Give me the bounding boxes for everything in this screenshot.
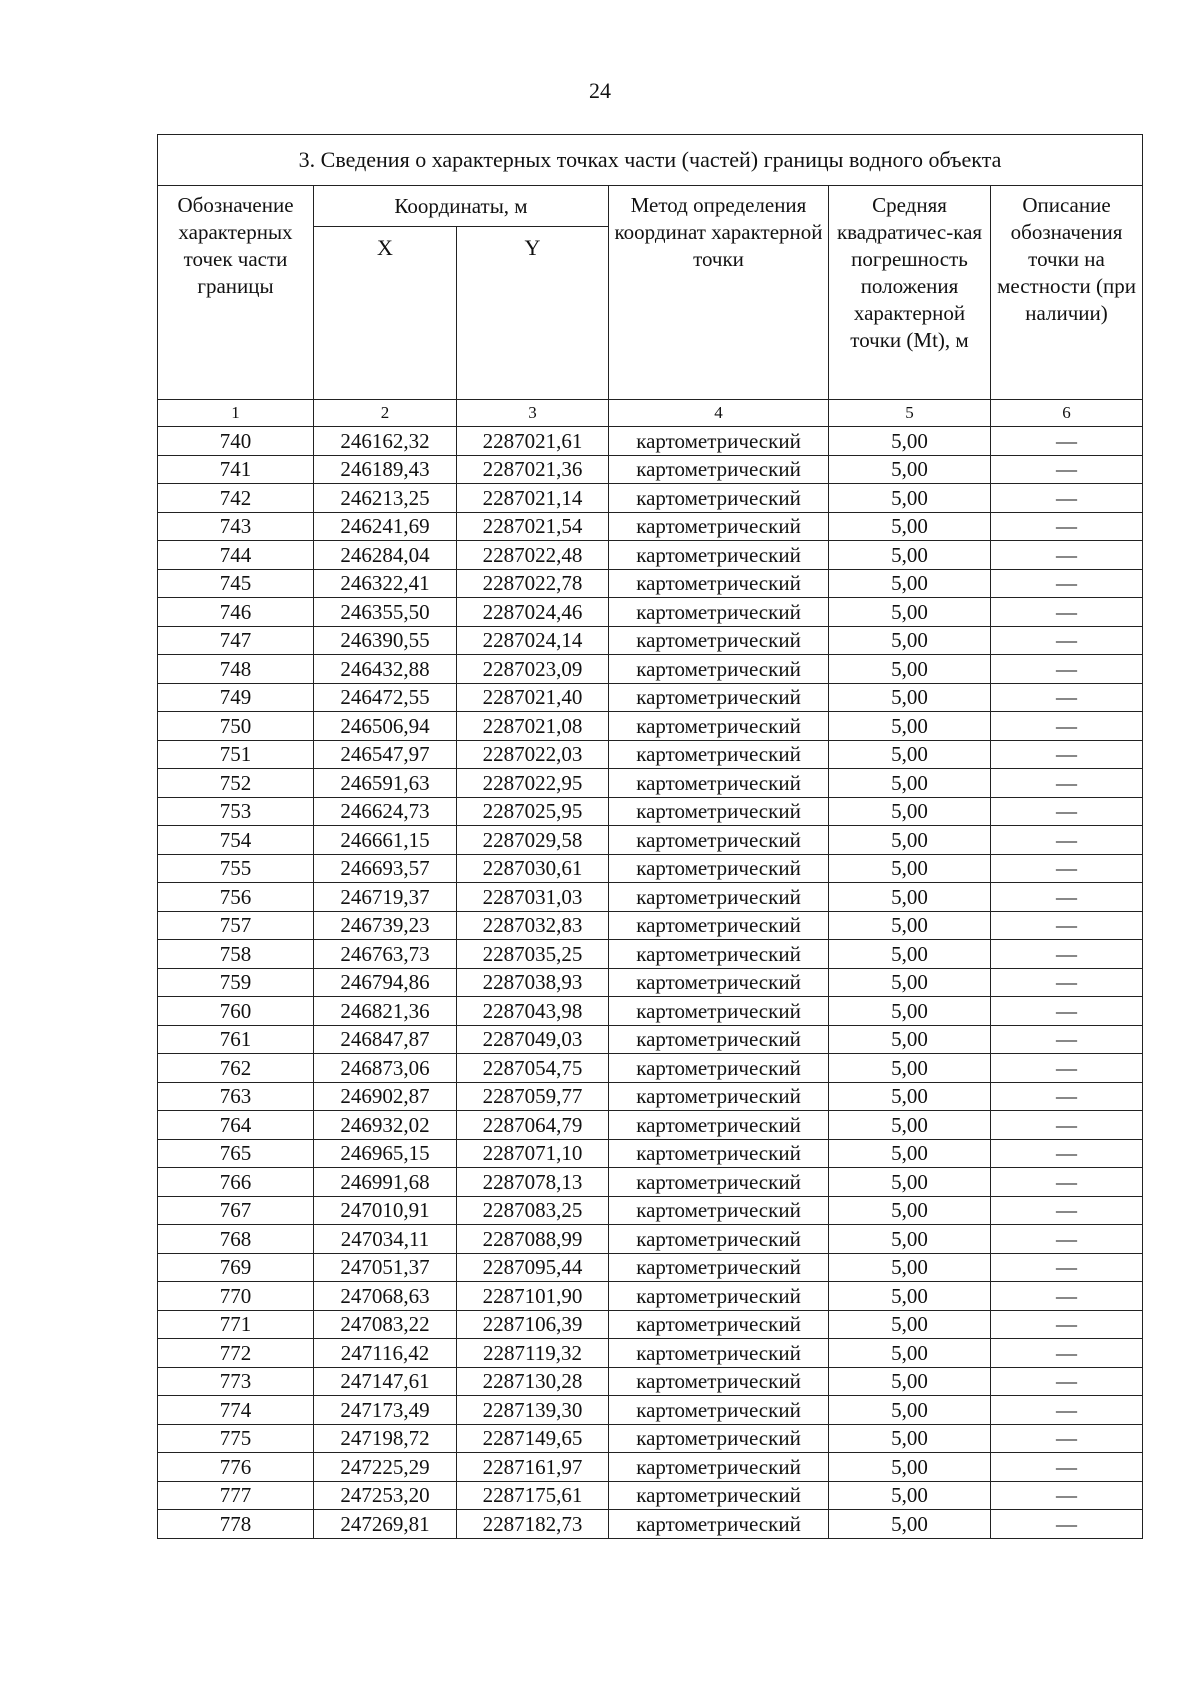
y-coordinate-cell: 2287088,99 (457, 1225, 609, 1254)
description-cell: — (991, 1339, 1143, 1368)
x-coordinate-cell: 247225,29 (314, 1453, 457, 1482)
x-coordinate-cell: 246213,25 (314, 484, 457, 513)
x-coordinate-cell: 247198,72 (314, 1424, 457, 1453)
column-number: 3 (457, 400, 609, 427)
x-coordinate-cell: 247068,63 (314, 1282, 457, 1311)
header-description: Описание обозначения точки на местности (при наличии) (991, 186, 1143, 400)
error-cell: 5,00 (829, 1282, 991, 1311)
point-id-cell: 745 (158, 569, 314, 598)
x-coordinate-cell: 246794,86 (314, 968, 457, 997)
y-coordinate-cell: 2287021,14 (457, 484, 609, 513)
x-coordinate-cell: 247051,37 (314, 1253, 457, 1282)
header-method: Метод определения координат характерной точки (609, 186, 829, 400)
method-cell: картометрический (609, 1082, 829, 1111)
table-row (158, 1025, 1143, 1054)
description-cell: — (991, 883, 1143, 912)
table-row (158, 1396, 1143, 1425)
point-id-cell: 756 (158, 883, 314, 912)
method-cell: картометрический (609, 512, 829, 541)
x-coordinate-cell: 246624,73 (314, 797, 457, 826)
description-cell: — (991, 940, 1143, 969)
method-cell: картометрический (609, 968, 829, 997)
point-id-cell: 776 (158, 1453, 314, 1482)
error-cell: 5,00 (829, 1168, 991, 1197)
x-coordinate-cell: 246873,06 (314, 1054, 457, 1083)
point-id-cell: 778 (158, 1510, 314, 1539)
error-cell: 5,00 (829, 854, 991, 883)
y-coordinate-cell: 2287054,75 (457, 1054, 609, 1083)
error-cell: 5,00 (829, 541, 991, 570)
table-row (158, 655, 1143, 684)
point-id-cell: 766 (158, 1168, 314, 1197)
table-body (158, 427, 1143, 1539)
description-cell: — (991, 1168, 1143, 1197)
y-coordinate-cell: 2287024,14 (457, 626, 609, 655)
table-row (158, 854, 1143, 883)
error-cell: 5,00 (829, 826, 991, 855)
x-coordinate-cell: 247116,42 (314, 1339, 457, 1368)
table-row (158, 826, 1143, 855)
table-row (158, 883, 1143, 912)
point-id-cell: 774 (158, 1396, 314, 1425)
x-coordinate-cell: 246847,87 (314, 1025, 457, 1054)
error-cell: 5,00 (829, 455, 991, 484)
y-coordinate-cell: 2287022,48 (457, 541, 609, 570)
method-cell: картометрический (609, 1253, 829, 1282)
x-coordinate-cell: 246902,87 (314, 1082, 457, 1111)
header-point-label: Обозначение характерных точек части границы (158, 186, 314, 400)
method-cell: картометрический (609, 569, 829, 598)
column-number: 1 (158, 400, 314, 427)
x-coordinate-cell: 246390,55 (314, 626, 457, 655)
description-cell: — (991, 626, 1143, 655)
x-coordinate-cell: 246719,37 (314, 883, 457, 912)
x-coordinate-cell: 247034,11 (314, 1225, 457, 1254)
method-cell: картометрический (609, 484, 829, 513)
table-row (158, 1424, 1143, 1453)
table-row (158, 769, 1143, 798)
description-cell: — (991, 1196, 1143, 1225)
y-coordinate-cell: 2287035,25 (457, 940, 609, 969)
description-cell: — (991, 968, 1143, 997)
x-coordinate-cell: 246189,43 (314, 455, 457, 484)
y-coordinate-cell: 2287161,97 (457, 1453, 609, 1482)
x-coordinate-cell: 246355,50 (314, 598, 457, 627)
table-row (158, 484, 1143, 513)
x-coordinate-cell: 246739,23 (314, 911, 457, 940)
x-coordinate-cell: 246547,97 (314, 740, 457, 769)
point-id-cell: 750 (158, 712, 314, 741)
method-cell: картометрический (609, 1025, 829, 1054)
description-cell: — (991, 854, 1143, 883)
description-cell: — (991, 1310, 1143, 1339)
header-coordinates: Координаты, м (314, 186, 609, 227)
method-cell: картометрический (609, 769, 829, 798)
table-title: 3. Сведения о характерных точках части (частей) границы водного объекта (158, 135, 1143, 186)
y-coordinate-cell: 2287022,78 (457, 569, 609, 598)
x-coordinate-cell: 247173,49 (314, 1396, 457, 1425)
table-row (158, 1225, 1143, 1254)
error-cell: 5,00 (829, 1196, 991, 1225)
table-row (158, 1453, 1143, 1482)
description-cell: — (991, 541, 1143, 570)
description-cell: — (991, 598, 1143, 627)
point-id-cell: 764 (158, 1111, 314, 1140)
error-cell: 5,00 (829, 1396, 991, 1425)
description-cell: — (991, 1225, 1143, 1254)
method-cell: картометрический (609, 1339, 829, 1368)
error-cell: 5,00 (829, 1510, 991, 1539)
y-coordinate-cell: 2287049,03 (457, 1025, 609, 1054)
description-cell: — (991, 484, 1143, 513)
point-id-cell: 770 (158, 1282, 314, 1311)
method-cell: картометрический (609, 740, 829, 769)
method-cell: картометрический (609, 455, 829, 484)
point-id-cell: 761 (158, 1025, 314, 1054)
error-cell: 5,00 (829, 797, 991, 826)
description-cell: — (991, 1481, 1143, 1510)
table-row (158, 712, 1143, 741)
y-coordinate-cell: 2287095,44 (457, 1253, 609, 1282)
method-cell: картометрический (609, 1111, 829, 1140)
table-row (158, 1253, 1143, 1282)
description-cell: — (991, 1367, 1143, 1396)
error-cell: 5,00 (829, 1225, 991, 1254)
description-cell: — (991, 1054, 1143, 1083)
table-row (158, 1339, 1143, 1368)
x-coordinate-cell: 246932,02 (314, 1111, 457, 1140)
error-cell: 5,00 (829, 1481, 991, 1510)
x-coordinate-cell: 246506,94 (314, 712, 457, 741)
y-coordinate-cell: 2287139,30 (457, 1396, 609, 1425)
method-cell: картометрический (609, 626, 829, 655)
point-id-cell: 749 (158, 683, 314, 712)
error-cell: 5,00 (829, 740, 991, 769)
method-cell: картометрический (609, 683, 829, 712)
description-cell: — (991, 826, 1143, 855)
point-id-cell: 758 (158, 940, 314, 969)
x-coordinate-cell: 246241,69 (314, 512, 457, 541)
point-id-cell: 768 (158, 1225, 314, 1254)
point-id-cell: 755 (158, 854, 314, 883)
error-cell: 5,00 (829, 997, 991, 1026)
y-coordinate-cell: 2287021,54 (457, 512, 609, 541)
table-row (158, 1054, 1143, 1083)
boundary-points-table (157, 134, 1143, 1539)
error-cell: 5,00 (829, 1310, 991, 1339)
y-coordinate-cell: 2287078,13 (457, 1168, 609, 1197)
header-y: Y (457, 227, 609, 400)
y-coordinate-cell: 2287023,09 (457, 655, 609, 684)
method-cell: картометрический (609, 797, 829, 826)
method-cell: картометрический (609, 655, 829, 684)
table-row (158, 1196, 1143, 1225)
column-number: 4 (609, 400, 829, 427)
error-cell: 5,00 (829, 1253, 991, 1282)
description-cell: — (991, 911, 1143, 940)
column-number: 5 (829, 400, 991, 427)
point-id-cell: 773 (158, 1367, 314, 1396)
point-id-cell: 751 (158, 740, 314, 769)
method-cell: картометрический (609, 883, 829, 912)
table-row (158, 626, 1143, 655)
y-coordinate-cell: 2287130,28 (457, 1367, 609, 1396)
table-row (158, 1481, 1143, 1510)
description-cell: — (991, 1510, 1143, 1539)
description-cell: — (991, 427, 1143, 456)
x-coordinate-cell: 247083,22 (314, 1310, 457, 1339)
table-row (158, 997, 1143, 1026)
column-number: 6 (991, 400, 1143, 427)
table-row (158, 1367, 1143, 1396)
y-coordinate-cell: 2287030,61 (457, 854, 609, 883)
point-id-cell: 759 (158, 968, 314, 997)
table-row (158, 427, 1143, 456)
point-id-cell: 763 (158, 1082, 314, 1111)
error-cell: 5,00 (829, 1082, 991, 1111)
method-cell: картометрический (609, 1196, 829, 1225)
error-cell: 5,00 (829, 683, 991, 712)
error-cell: 5,00 (829, 883, 991, 912)
description-cell: — (991, 1453, 1143, 1482)
method-cell: картометрический (609, 1481, 829, 1510)
point-id-cell: 742 (158, 484, 314, 513)
x-coordinate-cell: 246661,15 (314, 826, 457, 855)
x-coordinate-cell: 246472,55 (314, 683, 457, 712)
method-cell: картометрический (609, 1396, 829, 1425)
description-cell: — (991, 997, 1143, 1026)
point-id-cell: 741 (158, 455, 314, 484)
y-coordinate-cell: 2287059,77 (457, 1082, 609, 1111)
error-cell: 5,00 (829, 769, 991, 798)
error-cell: 5,00 (829, 968, 991, 997)
table-row (158, 797, 1143, 826)
table-row (158, 1282, 1143, 1311)
table-row (158, 541, 1143, 570)
point-id-cell: 772 (158, 1339, 314, 1368)
table-row (158, 455, 1143, 484)
error-cell: 5,00 (829, 1453, 991, 1482)
y-coordinate-cell: 2287032,83 (457, 911, 609, 940)
description-cell: — (991, 455, 1143, 484)
y-coordinate-cell: 2287022,03 (457, 740, 609, 769)
error-cell: 5,00 (829, 911, 991, 940)
error-cell: 5,00 (829, 712, 991, 741)
table-row (158, 1310, 1143, 1339)
description-cell: — (991, 1025, 1143, 1054)
table-row (158, 683, 1143, 712)
point-id-cell: 746 (158, 598, 314, 627)
description-cell: — (991, 1111, 1143, 1140)
y-coordinate-cell: 2287106,39 (457, 1310, 609, 1339)
description-cell: — (991, 1282, 1143, 1311)
y-coordinate-cell: 2287031,03 (457, 883, 609, 912)
y-coordinate-cell: 2287182,73 (457, 1510, 609, 1539)
method-cell: картометрический (609, 940, 829, 969)
x-coordinate-cell: 247269,81 (314, 1510, 457, 1539)
y-coordinate-cell: 2287119,32 (457, 1339, 609, 1368)
method-cell: картометрический (609, 427, 829, 456)
description-cell: — (991, 1139, 1143, 1168)
y-coordinate-cell: 2287025,95 (457, 797, 609, 826)
x-coordinate-cell: 247010,91 (314, 1196, 457, 1225)
x-coordinate-cell: 246162,32 (314, 427, 457, 456)
table-row (158, 1168, 1143, 1197)
x-coordinate-cell: 246322,41 (314, 569, 457, 598)
description-cell: — (991, 1396, 1143, 1425)
point-id-cell: 757 (158, 911, 314, 940)
method-cell: картометрический (609, 1168, 829, 1197)
error-cell: 5,00 (829, 427, 991, 456)
description-cell: — (991, 512, 1143, 541)
error-cell: 5,00 (829, 1025, 991, 1054)
description-cell: — (991, 740, 1143, 769)
point-id-cell: 769 (158, 1253, 314, 1282)
description-cell: — (991, 712, 1143, 741)
method-cell: картометрический (609, 911, 829, 940)
error-cell: 5,00 (829, 598, 991, 627)
method-cell: картометрический (609, 1310, 829, 1339)
method-cell: картометрический (609, 598, 829, 627)
point-id-cell: 777 (158, 1481, 314, 1510)
point-id-cell: 767 (158, 1196, 314, 1225)
x-coordinate-cell: 246591,63 (314, 769, 457, 798)
y-coordinate-cell: 2287043,98 (457, 997, 609, 1026)
description-cell: — (991, 1424, 1143, 1453)
table-row (158, 940, 1143, 969)
method-cell: картометрический (609, 541, 829, 570)
header-x: X (314, 227, 457, 400)
description-cell: — (991, 1253, 1143, 1282)
error-cell: 5,00 (829, 1339, 991, 1368)
table-row (158, 569, 1143, 598)
x-coordinate-cell: 246693,57 (314, 854, 457, 883)
point-id-cell: 765 (158, 1139, 314, 1168)
point-id-cell: 740 (158, 427, 314, 456)
method-cell: картометрический (609, 1054, 829, 1083)
y-coordinate-cell: 2287021,36 (457, 455, 609, 484)
y-coordinate-cell: 2287024,46 (457, 598, 609, 627)
x-coordinate-cell: 247253,20 (314, 1481, 457, 1510)
y-coordinate-cell: 2287071,10 (457, 1139, 609, 1168)
method-cell: картометрический (609, 997, 829, 1026)
method-cell: картометрический (609, 1225, 829, 1254)
error-cell: 5,00 (829, 1139, 991, 1168)
table-row (158, 1510, 1143, 1539)
table-row (158, 1111, 1143, 1140)
table-row (158, 740, 1143, 769)
error-cell: 5,00 (829, 1111, 991, 1140)
error-cell: 5,00 (829, 569, 991, 598)
y-coordinate-cell: 2287101,90 (457, 1282, 609, 1311)
y-coordinate-cell: 2287021,40 (457, 683, 609, 712)
y-coordinate-cell: 2287149,65 (457, 1424, 609, 1453)
method-cell: картометрический (609, 826, 829, 855)
point-id-cell: 748 (158, 655, 314, 684)
table-row (158, 1139, 1143, 1168)
error-cell: 5,00 (829, 484, 991, 513)
method-cell: картометрический (609, 854, 829, 883)
point-id-cell: 775 (158, 1424, 314, 1453)
error-cell: 5,00 (829, 940, 991, 969)
error-cell: 5,00 (829, 626, 991, 655)
y-coordinate-cell: 2287038,93 (457, 968, 609, 997)
y-coordinate-cell: 2287029,58 (457, 826, 609, 855)
y-coordinate-cell: 2287064,79 (457, 1111, 609, 1140)
error-cell: 5,00 (829, 655, 991, 684)
header-error: Средняя квадратичес-кая погрешность положения характерной точки (Mt), м (829, 186, 991, 400)
table-row (158, 1082, 1143, 1111)
error-cell: 5,00 (829, 1424, 991, 1453)
x-coordinate-cell: 246763,73 (314, 940, 457, 969)
description-cell: — (991, 797, 1143, 826)
method-cell: картометрический (609, 1139, 829, 1168)
point-id-cell: 762 (158, 1054, 314, 1083)
y-coordinate-cell: 2287022,95 (457, 769, 609, 798)
column-number: 2 (314, 400, 457, 427)
error-cell: 5,00 (829, 512, 991, 541)
method-cell: картометрический (609, 1453, 829, 1482)
description-cell: — (991, 655, 1143, 684)
x-coordinate-cell: 246991,68 (314, 1168, 457, 1197)
point-id-cell: 754 (158, 826, 314, 855)
description-cell: — (991, 769, 1143, 798)
x-coordinate-cell: 246284,04 (314, 541, 457, 570)
point-id-cell: 771 (158, 1310, 314, 1339)
y-coordinate-cell: 2287083,25 (457, 1196, 609, 1225)
point-id-cell: 753 (158, 797, 314, 826)
table-row (158, 598, 1143, 627)
method-cell: картометрический (609, 1367, 829, 1396)
page-number: 24 (589, 78, 611, 103)
method-cell: картометрический (609, 1510, 829, 1539)
description-cell: — (991, 1082, 1143, 1111)
table-row (158, 968, 1143, 997)
point-id-cell: 760 (158, 997, 314, 1026)
table-row (158, 512, 1143, 541)
y-coordinate-cell: 2287175,61 (457, 1481, 609, 1510)
description-cell: — (991, 569, 1143, 598)
method-cell: картометрический (609, 712, 829, 741)
y-coordinate-cell: 2287021,61 (457, 427, 609, 456)
y-coordinate-cell: 2287021,08 (457, 712, 609, 741)
method-cell: картометрический (609, 1282, 829, 1311)
x-coordinate-cell: 247147,61 (314, 1367, 457, 1396)
method-cell: картометрический (609, 1424, 829, 1453)
error-cell: 5,00 (829, 1367, 991, 1396)
point-id-cell: 743 (158, 512, 314, 541)
point-id-cell: 752 (158, 769, 314, 798)
error-cell: 5,00 (829, 1054, 991, 1083)
description-cell: — (991, 683, 1143, 712)
x-coordinate-cell: 246432,88 (314, 655, 457, 684)
x-coordinate-cell: 246965,15 (314, 1139, 457, 1168)
table-row (158, 911, 1143, 940)
point-id-cell: 744 (158, 541, 314, 570)
point-id-cell: 747 (158, 626, 314, 655)
x-coordinate-cell: 246821,36 (314, 997, 457, 1026)
